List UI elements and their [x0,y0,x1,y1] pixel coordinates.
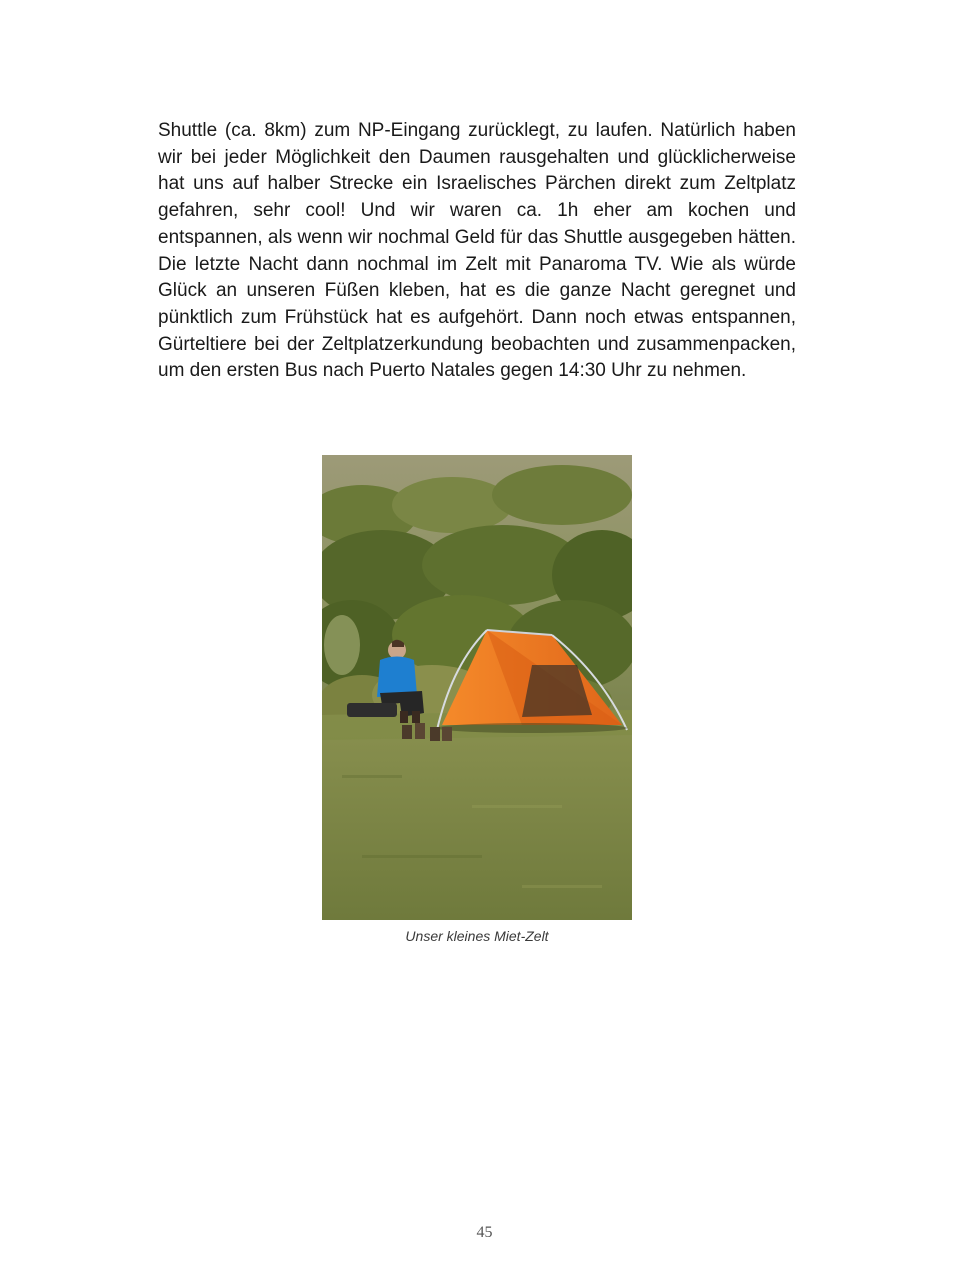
paragraph-2: Die letzte Nacht dann nochmal im Zelt mit Panaroma TV. Wie als würde Glück an unseren Füßen kleben, hat es die ganze Nacht geregnet und pünktlich zum Frühstück hat es aufgehört. Dann noch etwas entspannen, Gürteltiere bei der Zeltplatzerkundung beobachten und zusammenpacken, um den ersten Bus nach Puerto Natales gegen 14:30 Uhr zu nehmen. [158,253,796,382]
page-number: 45 [476,1224,493,1241]
paragraph-1: Shuttle (ca. 8km) zum NP-Eingang zurücklegt, zu laufen. Natürlich haben wir bei jeder Möglichkeit den Daumen rausgehalten und glücklicherweise hat uns auf halber Strecke ein Israelisches Pärchen direkt zum Zeltplatz gefahren, sehr cool! Und wir waren ca. 1h eher am kochen und entspannen, als wenn wir nochmal Geld für das Shuttle ausgegeben hätten. [158,120,796,248]
figure-caption: Unser kleines Miet-Zelt [405,928,549,944]
body-text [158,118,796,385]
tent-photo [322,455,632,920]
